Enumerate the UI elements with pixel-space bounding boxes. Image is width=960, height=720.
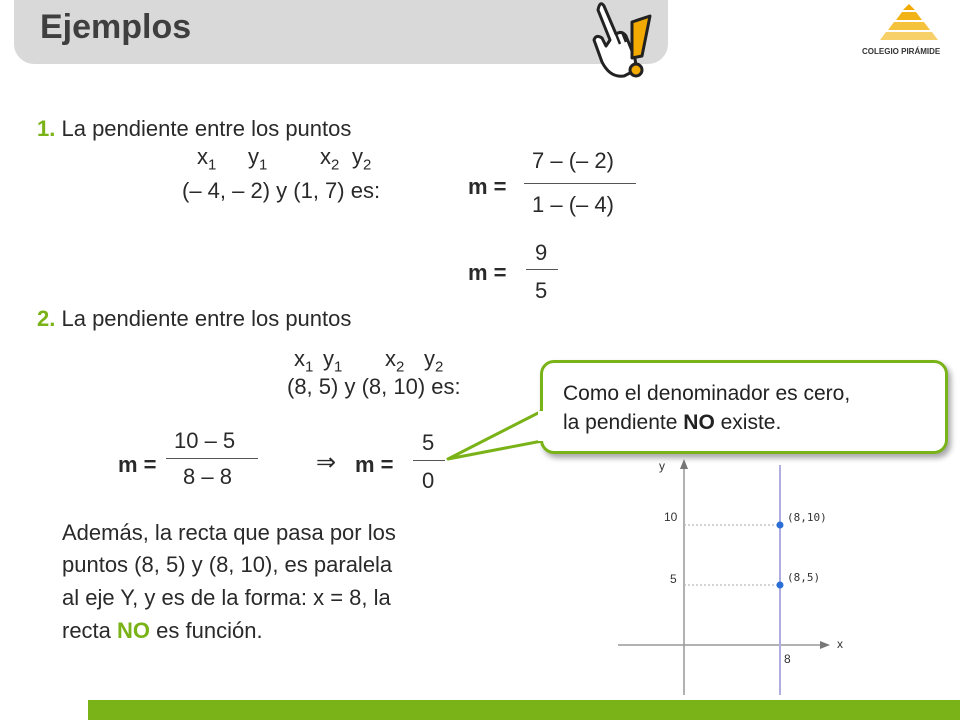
explanation-line-4: recta NO es función. <box>62 618 263 643</box>
example2-m-label: m = <box>118 452 157 477</box>
example2-points: (8, 5) y (8, 10) es: <box>287 374 461 399</box>
logo-school-name: COLEGIO PIRÁMIDE <box>862 47 941 56</box>
graph-tick-8: 8 <box>784 652 791 666</box>
graph-tick-10: 10 <box>664 510 678 524</box>
point-8-5 <box>777 582 784 589</box>
vertical-line-graph <box>600 455 860 700</box>
example1-var-x2: $x_2$ <box>320 144 340 174</box>
example2-result-denominator: 0 <box>422 468 435 493</box>
example1-intro <box>37 116 351 142</box>
example2-intro-text: La pendiente entre los puntos <box>61 306 352 331</box>
example2-result-m-label: m = <box>355 452 394 477</box>
example2-denominator: 8 – 8 <box>183 464 232 489</box>
explanation-line-2: puntos (8, 5) y (8, 10), es paralela <box>62 552 393 577</box>
graph-x-label: x <box>837 637 843 651</box>
explanation-line-1: Además, la recta que pasa por los <box>62 520 396 545</box>
example2-fraction-bar <box>166 458 258 459</box>
pyramid-logo-icon <box>878 2 940 46</box>
example2-number: 2. <box>37 306 56 331</box>
example1-var-x1: $x_1$ <box>197 144 217 174</box>
example1-intro-text: La pendiente entre los puntos <box>61 116 352 141</box>
example2-var-x2: $x_2$ <box>385 346 405 376</box>
example1-points: (– 4, – 2) y (1, 7) es: <box>182 178 381 203</box>
example2-var-y2: $y_2$ <box>424 346 444 376</box>
example2-intro <box>37 306 351 332</box>
example1-denominator: 1 – (– 4) <box>532 192 614 217</box>
graph-point-label-8-10: (8,10) <box>787 511 827 524</box>
callout-line-2: la pendiente NO existe. <box>563 411 782 434</box>
graph-point-label-8-5: (8,5) <box>787 571 821 584</box>
callout-seam <box>538 411 546 441</box>
graph-y-label: y <box>659 459 665 473</box>
callout-line-1: Como el denominador es cero, <box>563 382 851 405</box>
graph-tick-5: 5 <box>670 572 677 586</box>
page-title: Ejemplos <box>40 8 192 46</box>
example2-var-y1: $y_1$ <box>323 346 343 376</box>
point-8-10 <box>777 522 784 529</box>
y-axis-arrow <box>680 459 688 469</box>
pointing-hand-icon <box>580 0 660 84</box>
example1-result-fraction-bar <box>526 269 558 270</box>
explanation-line-3: al eje Y, y es de la forma: x = 8, la <box>62 585 391 610</box>
x-axis-arrow <box>820 641 830 649</box>
example1-var-y2: $y_2$ <box>352 144 372 174</box>
callout-box <box>540 360 948 454</box>
callout-no-emphasis: NO <box>683 411 715 434</box>
example1-number: 1. <box>37 116 56 141</box>
example2-var-x1: $x_1$ <box>294 346 314 376</box>
implies-arrow: ⇒ <box>316 449 337 476</box>
example2-numerator: 10 – 5 <box>174 428 236 453</box>
no-function-emphasis: NO <box>117 618 151 643</box>
example1-result-numerator: 9 <box>535 240 548 265</box>
callout-text <box>563 379 850 437</box>
footer-accent-bar <box>88 700 960 720</box>
example1-numerator: 7 – (– 2) <box>532 148 614 173</box>
example1-result-m-label: m = <box>468 260 507 285</box>
example1-var-y1: $y_1$ <box>248 144 268 174</box>
example2-result-numerator: 5 <box>422 430 435 455</box>
example1-result-denominator: 5 <box>535 278 548 303</box>
example1-m-label: m = <box>468 174 507 199</box>
example1-fraction-bar <box>524 183 636 184</box>
